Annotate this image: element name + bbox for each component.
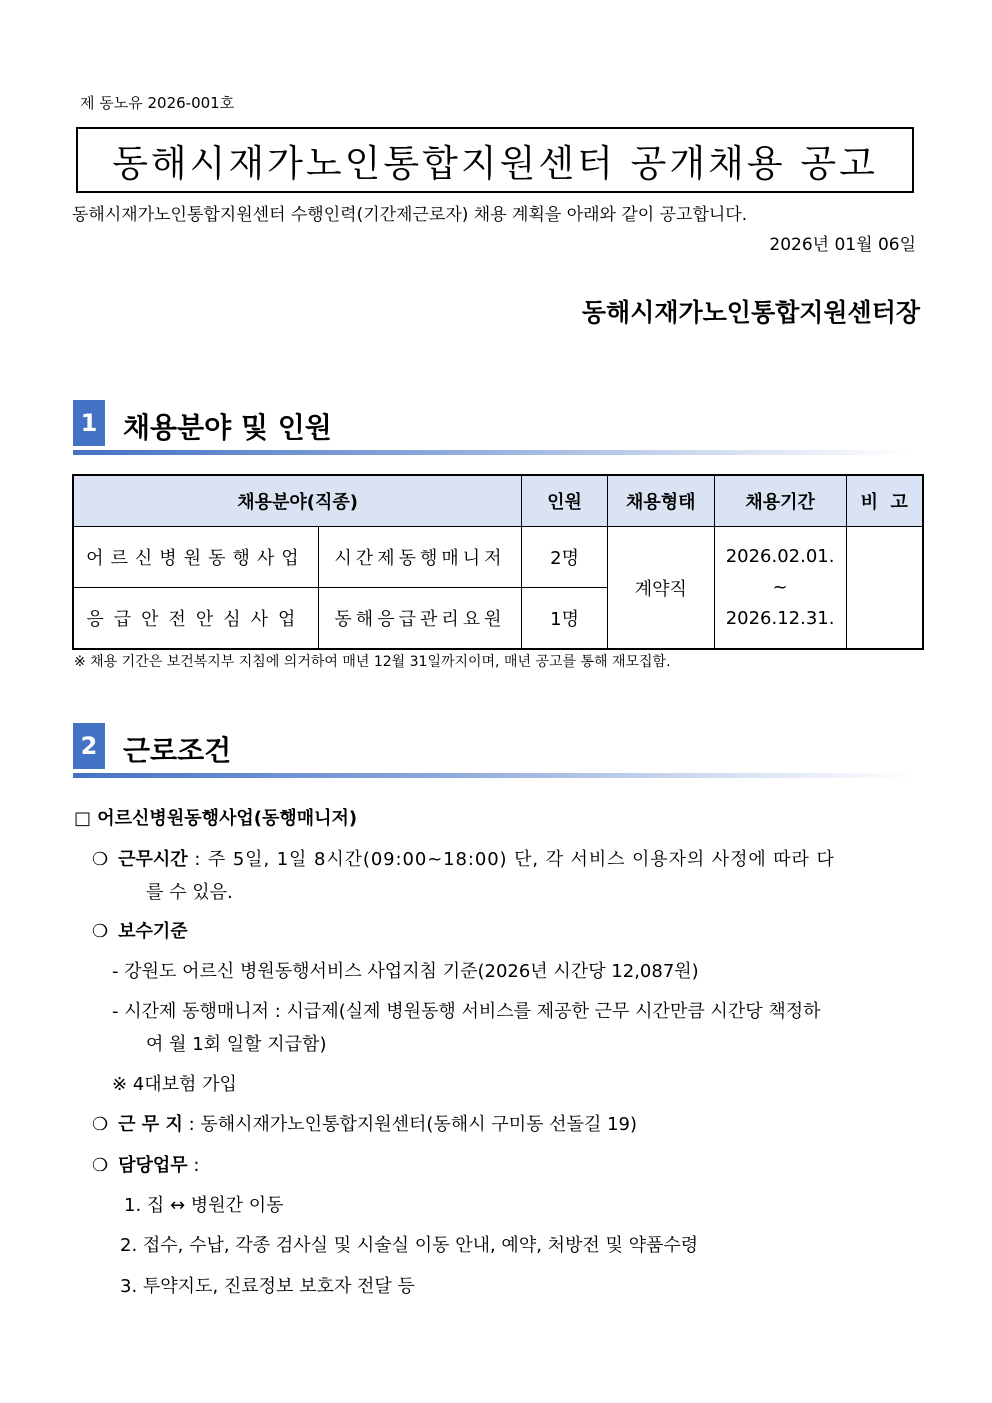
subsection-heading: □ 어르신병원동행사업(동행매니저): [74, 808, 358, 829]
header-field: 채용분야(직종): [73, 475, 522, 527]
row-count: 1명: [522, 588, 608, 650]
workplace-label: 근 무 지: [118, 1114, 183, 1135]
work-hours-label: 근무시간: [118, 849, 188, 870]
circle-bullet-icon: ❍: [92, 1155, 109, 1176]
period-end: 2026.12.31.: [725, 608, 835, 629]
pay-item: - 강원도 어르신 병원동행서비스 사업지침 기준(2026년 시간당 12,087원): [112, 961, 699, 982]
issuer-name: 동해시재가노인통합지원센터장: [581, 298, 920, 327]
period-separator: ~: [772, 577, 788, 598]
section-number: 1: [73, 400, 105, 446]
pay-item: - 시간제 동행매니저 : 시급제(실제 병원동행 서비스를 제공한 근무 시간만큼 시간당 책정하: [112, 1001, 821, 1022]
section-title: 채용분야 및 인원: [123, 411, 332, 444]
circle-bullet-icon: ❍: [92, 921, 109, 942]
header-type: 채용형태: [607, 475, 714, 527]
header-period: 채용기간: [714, 475, 846, 527]
pay-item-cont: 여 월 1회 일할 지급함): [146, 1034, 327, 1055]
row-count: 2명: [522, 527, 608, 588]
section-rule: [73, 773, 913, 778]
section-number: 2: [73, 723, 105, 769]
work-hours: [92, 845, 835, 871]
duties-label: 담당업무: [118, 1155, 188, 1176]
circle-bullet-icon: ❍: [92, 849, 109, 870]
workplace-text: : 동해시재가노인통합지원센터(동해시 구미동 선돌길 19): [182, 1114, 637, 1135]
header-note: 비 고: [846, 475, 923, 527]
row-field: 어르신병원동행사업: [73, 527, 318, 588]
workplace: [92, 1110, 637, 1136]
table-footnote: ※ 채용 기간은 보건복지부 지침에 의거하여 매년 12월 31일까지이며, 매년 공고를 통해 재모집함.: [74, 654, 671, 670]
employment-type: 계약직: [607, 527, 714, 650]
employment-period: [714, 527, 846, 650]
row-field: 응급안전안심사업: [73, 588, 318, 650]
note-cell: [846, 527, 923, 650]
intro-text: 동해시재가노인통합지원센터 수행인력(기간제근로자) 채용 계획을 아래와 같이 공고합니다.: [72, 205, 748, 225]
duty-item: 3. 투약지도, 진료정보 보호자 전달 등: [120, 1276, 415, 1297]
pay-label: 보수기준: [118, 921, 188, 942]
page-title: 동해시재가노인통합지원센터 공개채용 공고: [112, 142, 878, 185]
duties-colon: :: [187, 1155, 200, 1176]
work-hours-cont: 를 수 있음.: [146, 882, 233, 903]
duty-item: 1. 집 ↔ 병원간 이동: [124, 1195, 284, 1216]
document-number: 제 동노유 2026-001호: [80, 94, 235, 112]
circle-bullet-icon: ❍: [92, 1114, 109, 1135]
section-title: 근로조건: [123, 734, 232, 767]
pay-standard: [92, 917, 188, 943]
row-job: 동해응급관리요원: [318, 588, 521, 650]
section-1-heading: [73, 400, 913, 456]
duties: [92, 1151, 200, 1177]
work-hours-text: : 주 5일, 1일 8시간(09:00~18:00) 단, 각 서비스 이용자의 사정에 따라 다: [187, 849, 835, 870]
notice-date: 2026년 01월 06일: [769, 235, 916, 255]
header-count: 인원: [522, 475, 608, 527]
title-box: [76, 127, 914, 193]
row-job: 시간제동행매니저: [318, 527, 521, 588]
hiring-table: [72, 474, 924, 650]
insurance-note: ※ 4대보험 가입: [112, 1074, 237, 1095]
section-2-heading: [73, 723, 913, 779]
section-rule: [73, 450, 913, 455]
period-start: 2026.02.01.: [725, 546, 835, 567]
table-header-row: [73, 475, 923, 527]
duty-item: 2. 접수, 수납, 각종 검사실 및 시술실 이동 안내, 예약, 처방전 및 약품수령: [120, 1235, 699, 1256]
table-row: [73, 527, 923, 588]
